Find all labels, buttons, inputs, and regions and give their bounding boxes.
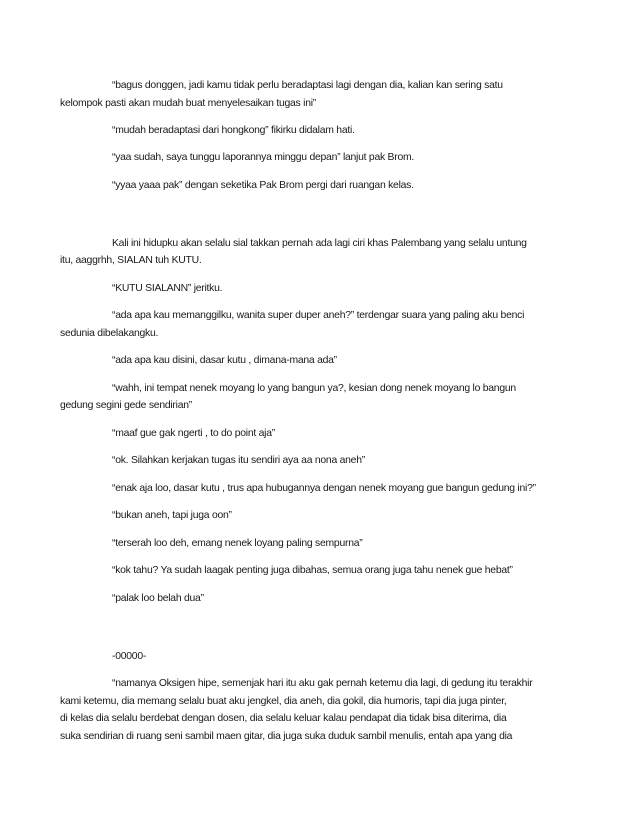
text-line: kami ketemu, dia memang selalu buat aku jengkel, dia aneh, dia gokil, dia humoris, tapi dia juga pinter,	[60, 696, 507, 707]
text-line: “yyaa yaaa pak” dengan seketika Pak Brom pergi dari ruangan kelas.	[112, 180, 414, 191]
text-line: “ada apa kau memanggilku, wanita super duper aneh?” terdengar suara yang paling aku benci	[112, 310, 525, 321]
text-line: “ok. Silahkan kerjakan tugas itu sendiri aya aa nona aneh”	[112, 455, 365, 466]
text-line: Kali ini hidupku akan selalu sial takkan pernah ada lagi ciri khas Palembang yang selalu untung	[112, 238, 527, 249]
text-line: “terserah loo deh, emang nenek loyang paling sempurna”	[112, 538, 363, 549]
text-line: “palak loo belah dua”	[112, 593, 204, 604]
text-line: sedunia dibelakangku.	[60, 328, 159, 339]
text-line: “maaf gue gak ngerti , to do point aja”	[112, 428, 275, 439]
text-line: “kok tahu? Ya sudah laagak penting juga dibahas, semua orang juga tahu nenek gue hebat”	[112, 565, 513, 576]
text-line: “namanya Oksigen hipe, semenjak hari itu aku gak pernah ketemu dia lagi, di gedung itu terakhir	[112, 678, 533, 689]
section-divider-text: -00000-	[112, 651, 147, 662]
text-line: “mudah beradaptasi dari hongkong” fikirku didalam hati.	[112, 125, 355, 136]
text-line: “enak aja loo, dasar kutu , trus apa hubugannya dengan nenek moyang gue bangun gedung ini?”	[112, 483, 536, 494]
text-line: “bukan aneh, tapi juga oon”	[112, 510, 232, 521]
text-line: kelompok pasti akan mudah buat menyelesaikan tugas ini”	[60, 98, 316, 109]
text-line: “ada apa kau disini, dasar kutu , dimana-mana ada”	[112, 355, 337, 366]
text-line: “KUTU SIALANN” jeritku.	[112, 283, 223, 294]
text-line: suka sendirian di ruang seni sambil maen gitar, dia juga suka duduk sambil menulis, entah apa yang dia	[60, 731, 513, 742]
text-line: “wahh, ini tempat nenek moyang lo yang bangun ya?, kesian dong nenek moyang lo bangun	[112, 383, 516, 394]
text-line: gedung segini gede sendirian”	[60, 400, 192, 411]
text-line: itu, aaggrhh, SIALAN tuh KUTU.	[60, 255, 202, 266]
text-line: di kelas dia selalu berdebat dengan dosen, dia selalu keluar kalau pendapat dia tidak bisa diterima, dia	[60, 713, 507, 724]
text-line: “yaa sudah, saya tunggu laporannya minggu depan” lanjut pak Brom.	[112, 152, 415, 163]
text-line: “bagus donggen, jadi kamu tidak perlu beradaptasi lagi dengan dia, kalian kan sering satu	[112, 80, 503, 91]
